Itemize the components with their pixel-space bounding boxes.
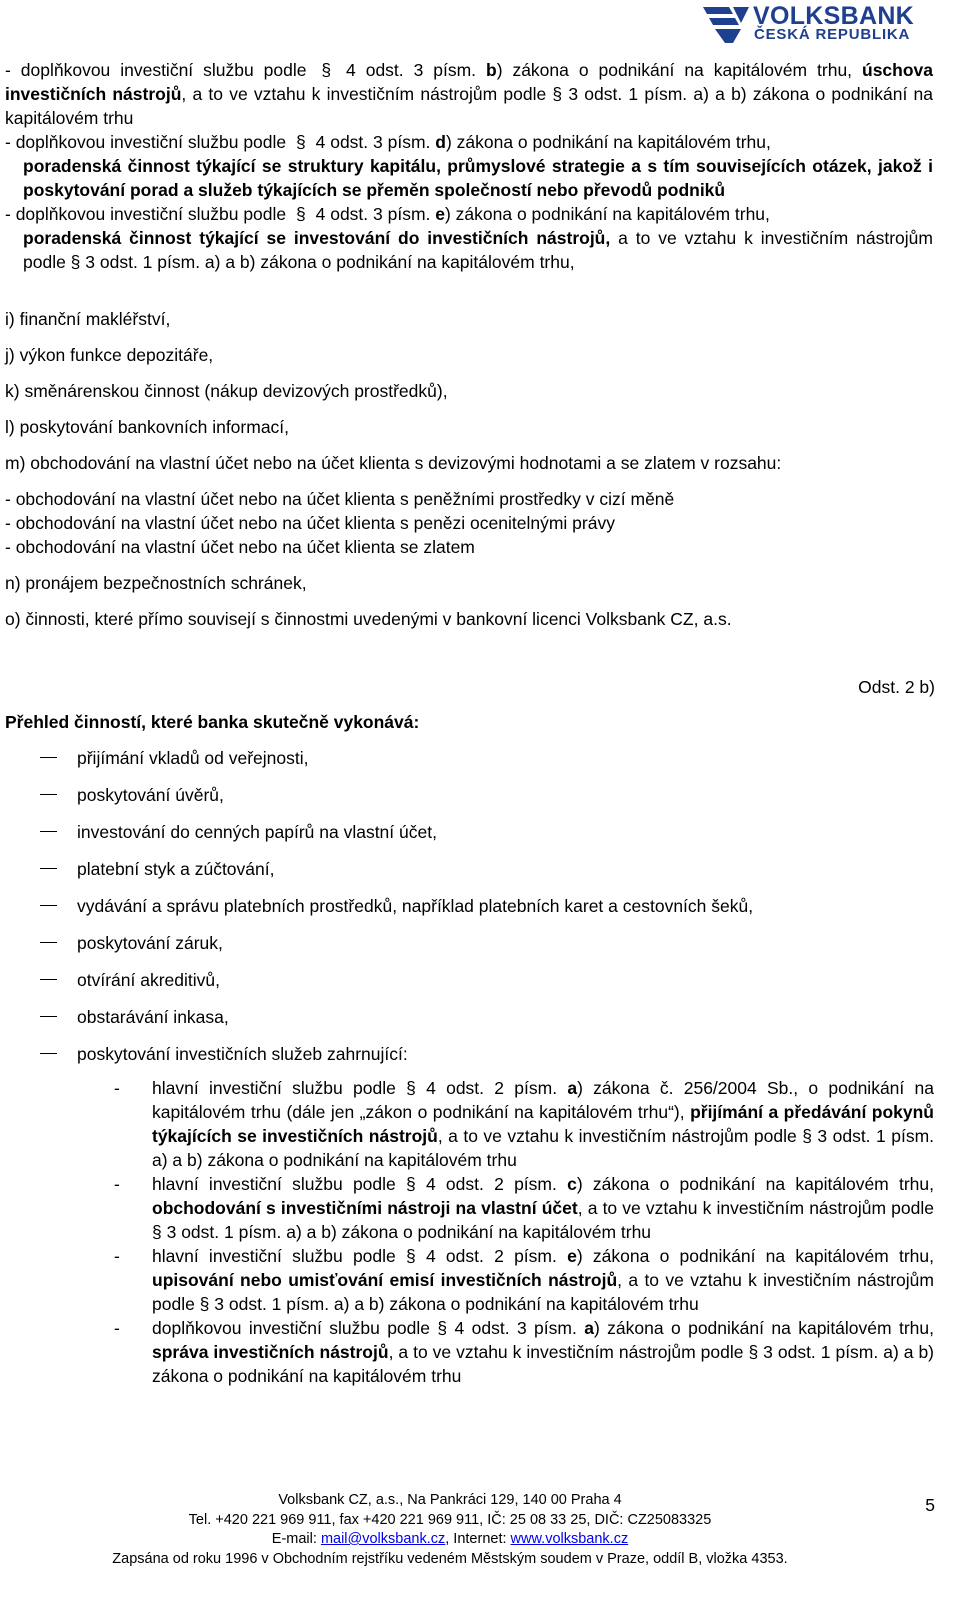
section-reference: Odst. 2 b) — [858, 677, 935, 697]
item-letter: c — [567, 1174, 577, 1194]
email-link[interactable]: mail@volksbank.cz — [320, 1531, 446, 1547]
item-text: hlavní investiční službu podle § 4 odst. 2 písm. — [152, 1174, 568, 1194]
email-label: E-mail: — [271, 1531, 321, 1547]
investment-services-list — [114, 1076, 934, 1388]
activities-list — [40, 746, 930, 1079]
dash-bullet-icon — [40, 757, 57, 758]
service-text: ) zákona o podnikání na kapitálovém trhu, — [445, 132, 771, 152]
item-text: ) zákona č. 256/2004 Sb., o podnikání na kapitálovém trhu (dále jen „zákon o podnikání na kapitálovém trhu“), — [152, 1078, 934, 1122]
dash-bullet: - — [114, 1078, 120, 1098]
list-item — [40, 894, 930, 931]
list-item — [114, 1244, 934, 1316]
service-text: 4 odst. 3 písm. — [310, 132, 436, 152]
dash-bullet-icon — [40, 868, 57, 869]
dash-bullet-icon — [40, 942, 57, 943]
list-item — [114, 1316, 934, 1388]
list-item-text: vydávání a správu platebních prostředků, například platebních karet a cestovních šeků, — [77, 896, 754, 916]
service-text: - doplňkovou investiční službu podle — [5, 60, 317, 80]
item-letter: a — [584, 1318, 594, 1338]
list-item-text: poskytování investičních služeb zahrnující: — [77, 1044, 408, 1064]
list-item-text: poskytování záruk, — [77, 933, 223, 953]
service-text: - doplňkovou investiční službu podle — [5, 132, 292, 152]
list-item-text: poskytování úvěrů, — [77, 785, 224, 805]
service-title: úschova investičních nástrojů — [5, 60, 933, 104]
item-text: hlavní investiční službu podle § 4 odst. 2 písm. — [152, 1078, 568, 1098]
dash-bullet-icon — [40, 1016, 57, 1017]
footer-registration: Zapsána od roku 1996 v Obchodním rejstříku vedeném Městským soudem v Praze, oddíl B, vložka 4353. — [112, 1551, 788, 1567]
list-item: l) poskytování bankovních informací, — [5, 417, 290, 437]
service-item-d — [5, 130, 933, 202]
list-item: i) finanční makléřství, — [5, 309, 171, 329]
list-subitem: - obchodování na vlastní účet nebo na účet klienta s penězi ocenitelnými právy — [5, 513, 615, 533]
service-title: poradenská činnost týkající se struktury kapitálu, průmyslové strategie a s tím souvisejících otázek, jakož i poskytování porad a služeb týkajících se přeměn společností nebo převodů podniků — [23, 156, 933, 200]
volksbank-vb-logo-icon — [703, 5, 749, 43]
paragraph-sign: § — [296, 204, 306, 224]
list-subitem: - obchodování na vlastní účet nebo na účet klienta s peněžními prostředky v cizí měně — [5, 489, 675, 509]
section-title: Přehled činností, které banka skutečně vykonává: — [5, 712, 420, 732]
logo-title: VOLKSBANK — [753, 2, 915, 30]
dash-bullet-icon — [40, 794, 57, 795]
item-letter: a — [567, 1078, 578, 1098]
service-text: 4 odst. 3 písm. — [310, 204, 436, 224]
item-title: obchodování s investičními nástroji na vlastní účet — [152, 1198, 578, 1218]
list-item — [40, 820, 930, 857]
list-item: k) směnárenskou činnost (nákup devizových prostředků), — [5, 381, 448, 401]
list-item: m) obchodování na vlastní účet nebo na účet klienta s devizovými hodnotami a se zlatem v rozsahu: — [5, 453, 782, 473]
list-item — [40, 857, 930, 894]
dash-bullet-icon — [40, 979, 57, 980]
service-detail — [5, 226, 933, 274]
list-item-text: platební styk a zúčtování, — [77, 859, 275, 879]
item-text: , a to ve vztahu k investičním nástrojům podle § 3 odst. 1 písm. a) a b) zákona o podnikání na kapitálovém trhu — [152, 1126, 935, 1170]
service-text: , a to ve vztahu k investičním nástrojům podle § 3 odst. 1 písm. a) a b) zákona o podnikání na kapitálovém trhu — [5, 84, 933, 128]
list-item — [40, 783, 930, 820]
letter-items-list — [5, 307, 933, 643]
item-text: , a to ve vztahu k investičním nástrojům podle § 3 odst. 1 písm. a) a b) zákona o podnikání na kapitálovém trhu — [152, 1270, 934, 1314]
list-subitem: - obchodování na vlastní účet nebo na účet klienta se zlatem — [5, 537, 475, 557]
service-title: poradenská činnost týkající se investování do investičních nástrojů, — [23, 228, 611, 248]
item-text: ) zákona o podnikání na kapitálovém trhu, — [593, 1318, 934, 1338]
list-item — [40, 968, 930, 1005]
list-item-text: otvírání akreditivů, — [77, 970, 220, 990]
item-text: , a to ve vztahu k investičním nástrojům podle § 3 odst. 1 písm. a) a b) zákona o podnikání na kapitálovém trhu — [152, 1342, 935, 1386]
list-item-text: investování do cenných papírů na vlastní účet, — [77, 822, 437, 842]
service-text: ) zákona o podnikání na kapitálovém trhu, — [496, 60, 853, 80]
footer-address: Volksbank CZ, a.s., Na Pankráci 129, 140 00 Praha 4 — [278, 1492, 622, 1508]
list-item: n) pronájem bezpečnostních schránek, — [5, 573, 307, 593]
list-item — [114, 1172, 934, 1244]
dash-bullet: - — [114, 1246, 120, 1266]
list-item-text: přijímání vkladů od veřejnosti, — [77, 748, 309, 768]
internet-label: , Internet: — [445, 1531, 511, 1547]
page-number: 5 — [925, 1495, 935, 1515]
service-text: 4 odst. 3 písm. — [336, 60, 486, 80]
service-letter: d — [435, 132, 446, 152]
list-item — [40, 931, 930, 968]
volksbank-logo — [703, 3, 935, 45]
item-letter: e — [567, 1246, 577, 1266]
dash-bullet-icon — [40, 905, 57, 906]
dash-bullet: - — [114, 1318, 120, 1338]
item-text: hlavní investiční službu podle § 4 odst. 2 písm. — [152, 1246, 568, 1266]
footer-links — [0, 1530, 900, 1549]
paragraph-sign: § — [296, 132, 306, 152]
service-text: ) zákona o podnikání na kapitálovém trhu, — [444, 204, 770, 224]
dash-bullet: - — [114, 1174, 120, 1194]
website-link[interactable]: www.volksbank.cz — [510, 1531, 629, 1547]
list-item: j) výkon funkce depozitáře, — [5, 345, 214, 365]
item-text: ) zákona o podnikání na kapitálovém trhu, — [576, 1246, 935, 1266]
service-item-e — [5, 202, 933, 274]
list-item — [40, 1042, 930, 1079]
logo-subtitle: ČESKÁ REPUBLIKA — [754, 26, 911, 43]
top-services-list — [5, 58, 933, 274]
item-title: správa investičních nástrojů — [152, 1342, 389, 1362]
paragraph-sign: § — [321, 60, 332, 80]
service-letter: e — [435, 204, 445, 224]
footer-contact: Tel. +420 221 969 911, fax +420 221 969 911, IČ: 25 08 33 25, DIČ: CZ25083325 — [188, 1512, 712, 1528]
service-letter: b — [485, 60, 497, 80]
service-text: a to ve vztahu k investičním nástrojům podle § 3 odst. 1 písm. a) a b) zákona o podnikání na kapitálovém trhu, — [23, 228, 933, 272]
list-item — [40, 746, 930, 783]
dash-bullet-icon — [40, 831, 57, 832]
item-title: upisování nebo umisťování emisí investičních nástrojů — [152, 1270, 618, 1290]
list-item — [114, 1076, 934, 1172]
item-text: ) zákona o podnikání na kapitálovém trhu, — [576, 1174, 935, 1194]
item-title: přijímání a předávání pokynů týkajících se investičních nástrojů — [152, 1102, 934, 1146]
dash-bullet-icon — [40, 1053, 57, 1054]
service-item-b — [5, 58, 933, 130]
item-text: doplňkovou investiční službu podle § 4 odst. 3 písm. — [152, 1318, 585, 1338]
list-item-text: obstarávání inkasa, — [77, 1007, 229, 1027]
list-item — [40, 1005, 930, 1042]
list-item: o) činnosti, které přímo souvisejí s činnostmi uvedenými v bankovní licenci Volksbank CZ, a.s. — [5, 609, 732, 629]
item-text: , a to ve vztahu k investičním nástrojům podle § 3 odst. 1 písm. a) a b) zákona o podnikání na kapitálovém trhu — [152, 1198, 934, 1242]
service-text: - doplňkovou investiční službu podle — [5, 204, 292, 224]
